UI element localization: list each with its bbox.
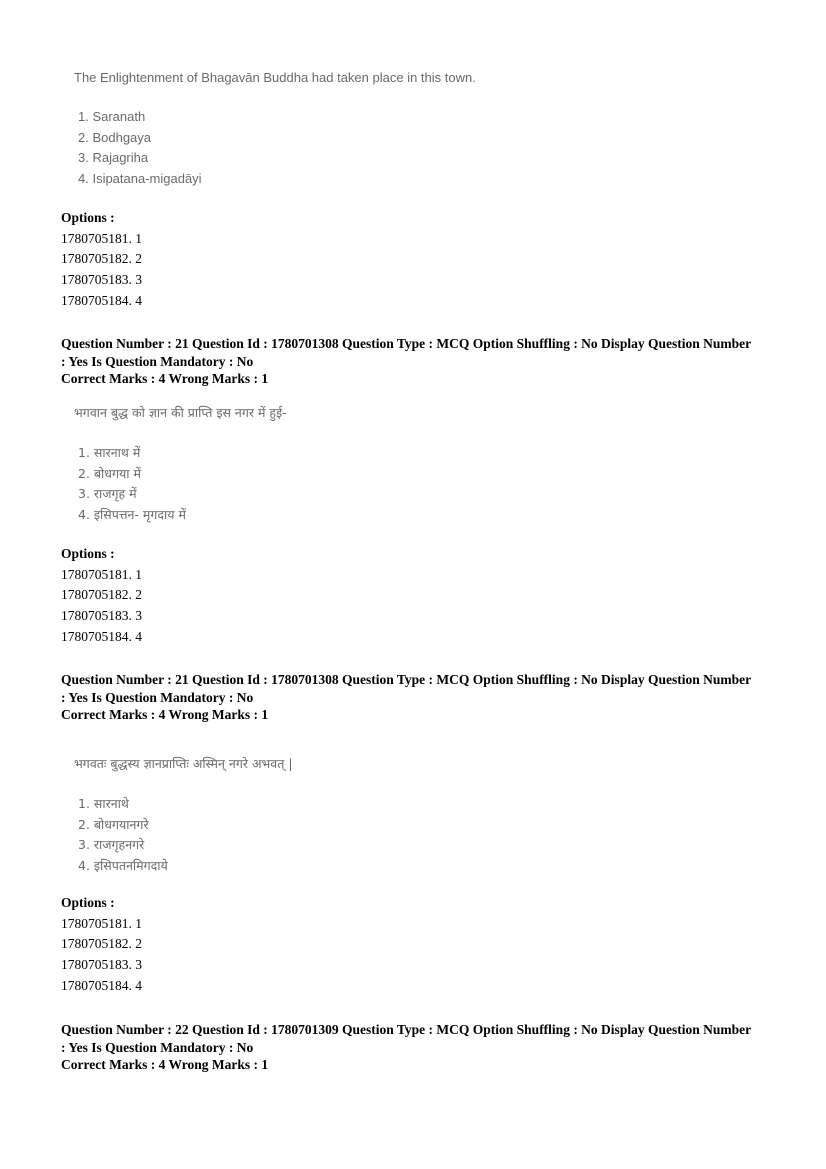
option-item: 1780705184. 4 (61, 292, 142, 308)
option-item: 1780705183. 3 (61, 957, 142, 973)
question-meta (61, 671, 771, 724)
options-label: Options : (61, 210, 115, 225)
options-block (61, 544, 142, 648)
question-image-sanskrit (74, 755, 293, 876)
choice-item: 3. राजगृह में (78, 486, 137, 501)
option-item: 1780705182. 2 (61, 936, 142, 952)
question-stem: भगवान बुद्ध को ज्ञान की प्राप्ति इस नगर में हुई- (74, 405, 287, 420)
marks-line: Correct Marks : 4 Wrong Marks : 1 (61, 1057, 269, 1072)
option-item: 1780705182. 2 (61, 587, 142, 603)
options-label: Options : (61, 546, 115, 561)
choice-list (74, 443, 287, 525)
choice-item: 4. इसिपत्तन- मृगदाय में (78, 506, 186, 522)
question-image-english (74, 70, 476, 189)
option-item: 1780705181. 1 (61, 915, 142, 931)
option-item: 1780705184. 4 (61, 977, 142, 993)
option-item: 1780705183. 3 (61, 608, 142, 624)
choice-item: 2. बोधगया में (78, 465, 141, 481)
options-label: Options : (61, 895, 115, 910)
question-meta-line: Question Number : 22 Question Id : 1780701309 Question Type : MCQ Option Shuffling : No Display Question Number (61, 1022, 752, 1037)
choice-item: 1. सारनाथ में (78, 445, 141, 460)
option-item: 1780705181. 1 (61, 230, 142, 246)
marks-line: Correct Marks : 4 Wrong Marks : 1 (61, 707, 269, 722)
option-item: 1780705184. 4 (61, 628, 142, 644)
choice-list (74, 107, 476, 189)
options-block (61, 208, 142, 312)
question-meta-line: : Yes Is Question Mandatory : No (61, 353, 254, 369)
choice-item: 4. इसिपतनमिगदाये (78, 857, 168, 873)
choice-item: 1. Saranath (78, 109, 146, 124)
question-image-hindi (74, 404, 287, 525)
choice-item: 3. Rajagriha (78, 150, 149, 165)
question-meta (61, 335, 771, 388)
choice-item: 3. राजगृहनगरे (78, 837, 145, 852)
question-meta-line: : Yes Is Question Mandatory : No (61, 1039, 254, 1055)
choice-item: 1. सारनाथे (78, 796, 129, 811)
options-block (61, 893, 142, 997)
question-stem: The Enlightenment of Bhagavān Buddha had taken place in this town. (74, 70, 476, 85)
choice-list (74, 794, 293, 876)
option-item: 1780705183. 3 (61, 272, 142, 288)
option-item: 1780705181. 1 (61, 566, 142, 582)
choice-item: 2. Bodhgaya (78, 129, 152, 145)
choice-item: 2. बोधगयानगरे (78, 816, 149, 832)
question-stem: भगवतः बुद्धस्य ज्ञानप्राप्तिः अस्मिन् नगरे अभवत् | (74, 756, 293, 771)
question-meta-line: Question Number : 21 Question Id : 1780701308 Question Type : MCQ Option Shuffling : No Display Question Number (61, 336, 752, 351)
choice-item: 4. Isipatana-migadāyi (78, 170, 202, 186)
question-meta-line: : Yes Is Question Mandatory : No (61, 689, 254, 705)
question-meta-line: Question Number : 21 Question Id : 1780701308 Question Type : MCQ Option Shuffling : No Display Question Number (61, 672, 752, 687)
option-item: 1780705182. 2 (61, 251, 142, 267)
question-meta (61, 1021, 771, 1074)
marks-line: Correct Marks : 4 Wrong Marks : 1 (61, 371, 269, 386)
